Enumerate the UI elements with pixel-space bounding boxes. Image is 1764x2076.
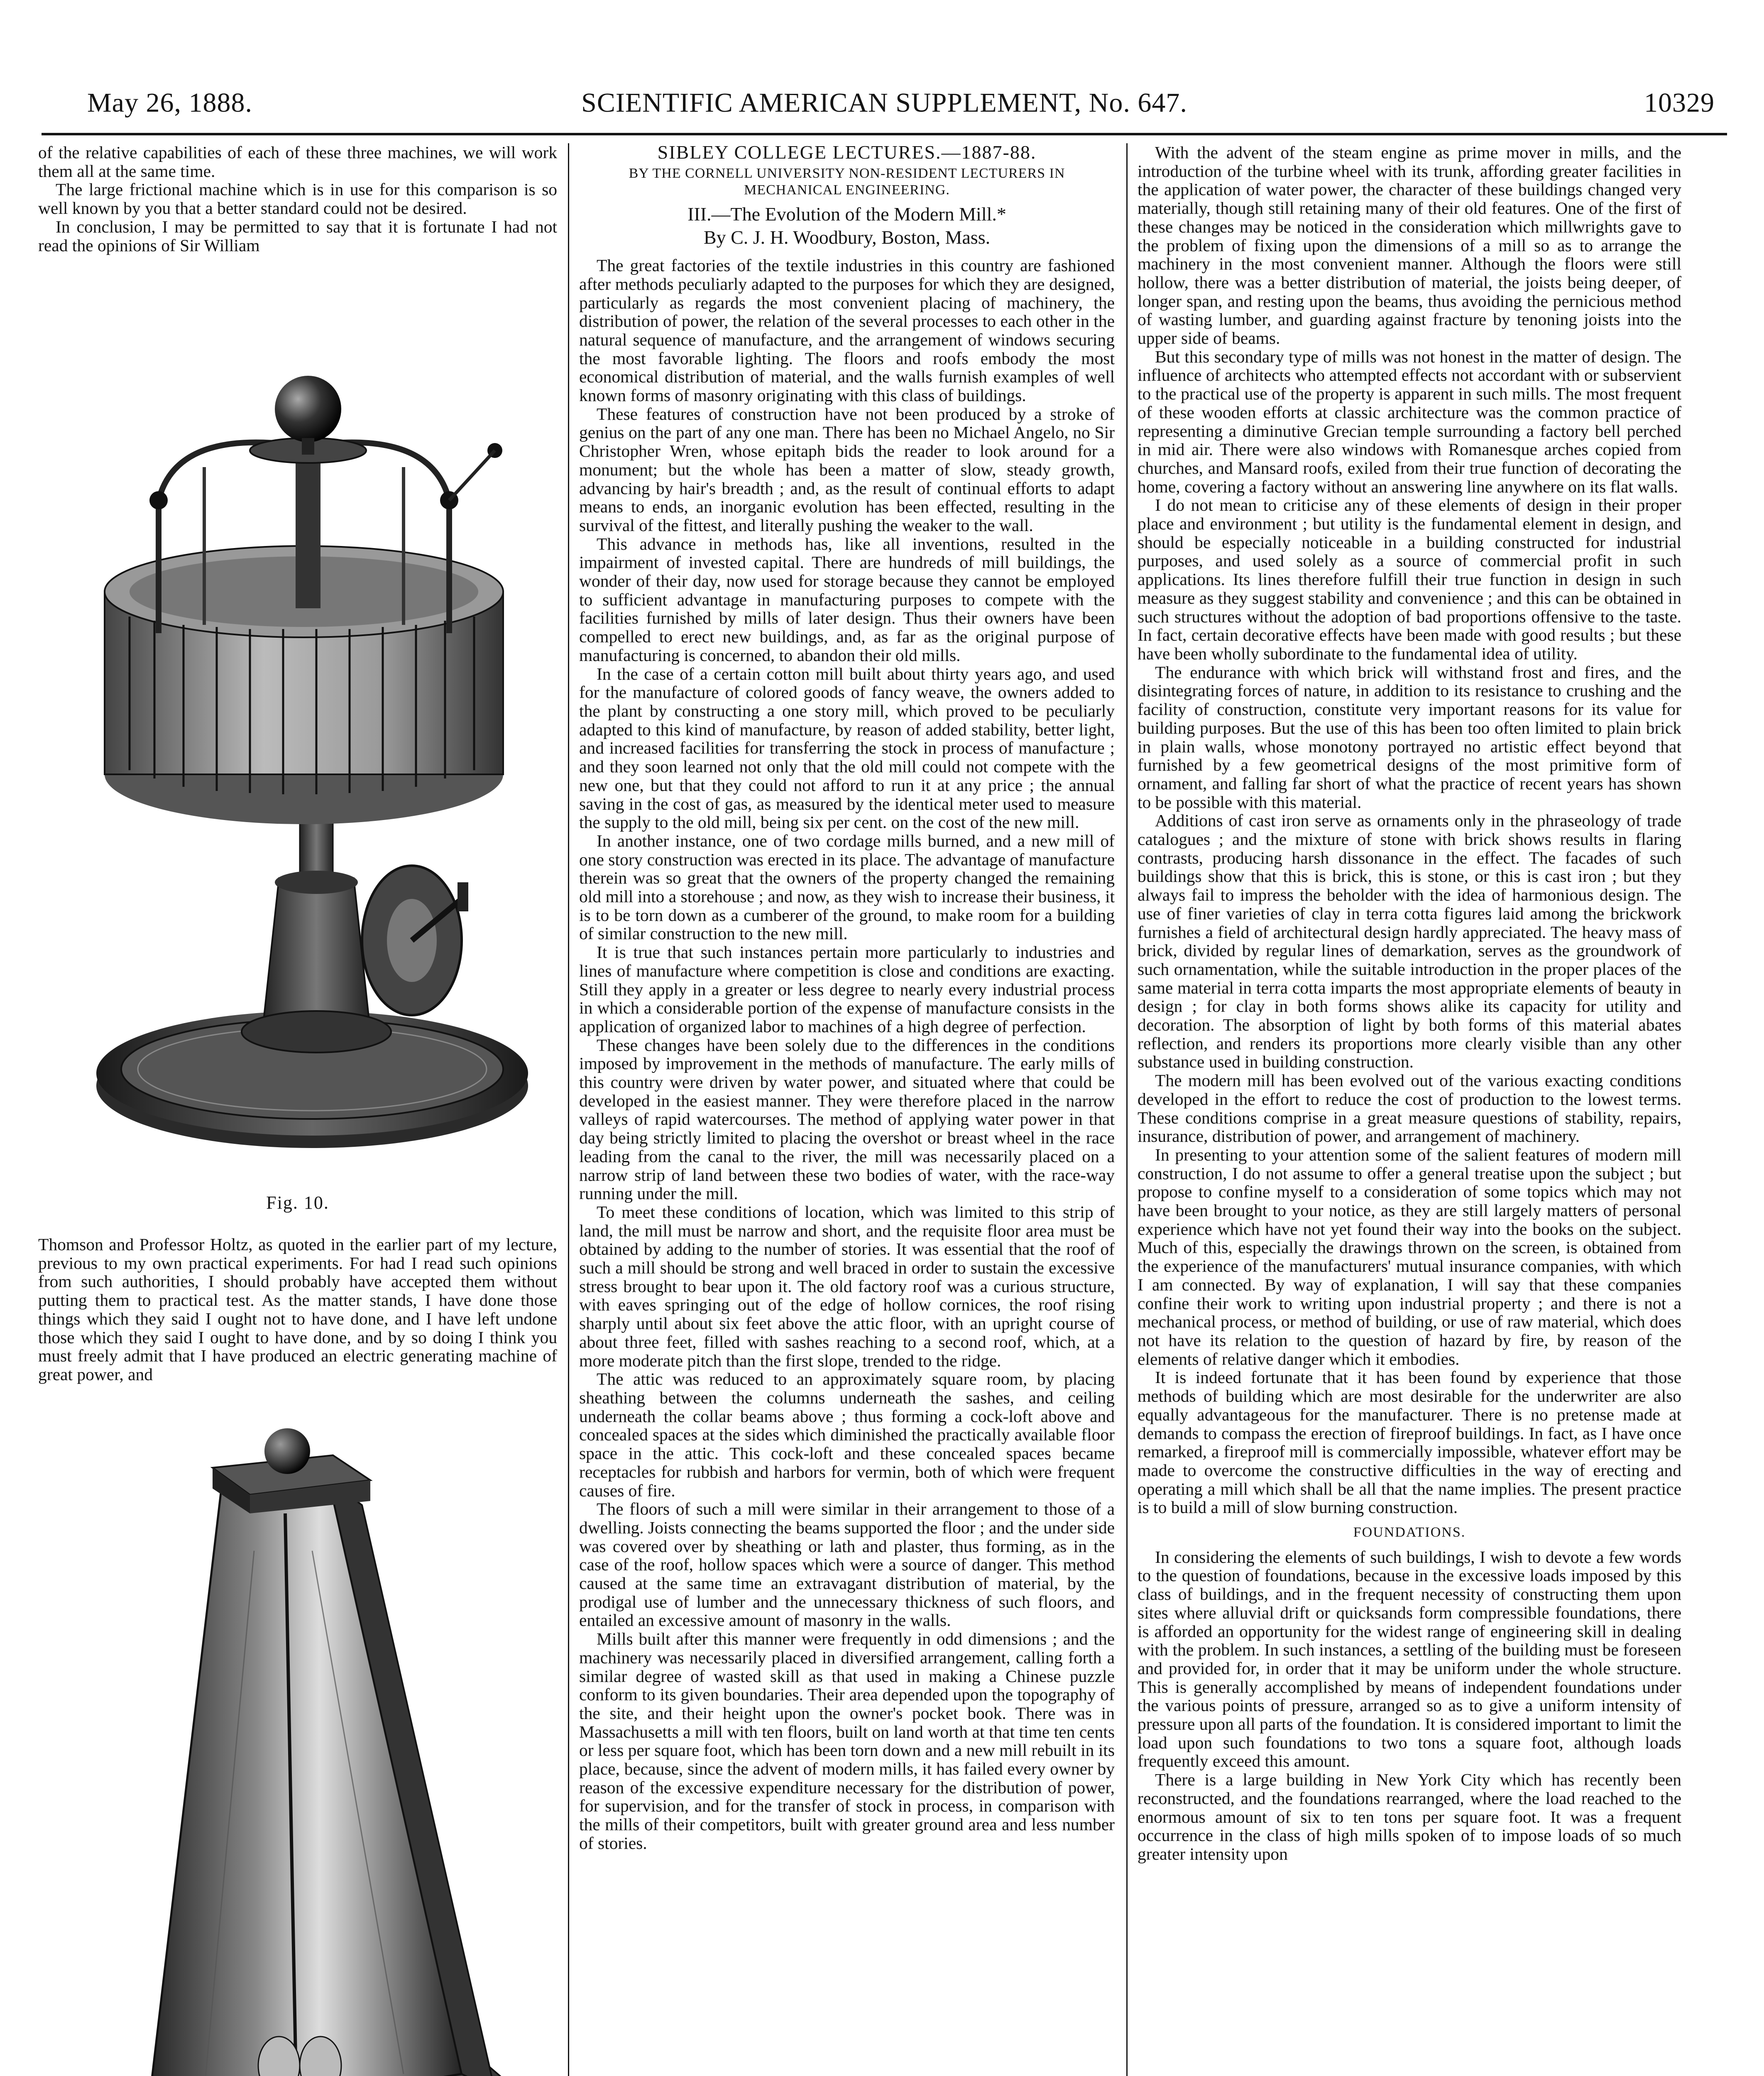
col2-para-6: It is true that such instances pertain more particularly to industries and lines of manufacture where competition is close and conditions are exacting. Still they apply in a greater or less degree to nearly every industrial process in which a considerable portion of the expense of manufacture consists in the application of organized labor to machines of a high degree of perfection. (579, 943, 1115, 1036)
col3-para-10: There is a large building in New York City which has recently been reconstructed, and the foundations rearranged, where the load reached to the enormous amount of six to ten tons per square foot. It was a frequent occurrence in the class of high mills spoken of to impose loads of so much greater intensity upon (1138, 1770, 1681, 1863)
fig-10-caption: Fig. 10. (266, 1192, 329, 1213)
header-rule (42, 133, 1727, 135)
col2-para-2: These features of construction have not been produced by a stroke of genius on the part of any one man. There has been no Michael Angelo, no Sir Christopher Wren, whose epitaph bids the reader to look around for a monument; but the whole has been a matter of slow, steady growth, advancing by hair's breadth ; and, as the result of continual efforts to adapt means to ends, an inorganic evolution has been effected, resulting in the survival of the fittest, and literally pushing the weaker to the wall. (579, 404, 1115, 535)
col3-para-6: The modern mill has been evolved out of the various exacting conditions developed in the effort to reduce the cost of production to the lowest terms. These conditions comprise in a great measure questions of stability, repairs, insurance, distribution of power, and arrangement of machinery. (1138, 1071, 1681, 1146)
col1-intro (38, 143, 557, 255)
col2-para-10: The floors of such a mill were similar in their arrangement to those of a dwelling. Joists connecting the beams supported the floor ; and the under side was covered over by sheathing or lath and plaster, thus forming, as in the case of the roof, hollow spaces which were a source of danger. This method caused at the same time an extravagant distribution of material, by the prodigal use of lumber and the unnecessary thickness of such floors, and entailed an excessive amount of masonry in the walls. (579, 1499, 1115, 1630)
col2-para-9: The attic was reduced to an approximately square room, by placing sheathing between the columns underneath the sashes, and ceiling underneath the collar beams above ; thus forming a cock-loft above and concealed spaces at the sides which diminished the practically available floor space in the attic. This cock-loft and these concealed spaces became receptacles for rubbish and harbors for vermin, both of which were frequent causes of fire. (579, 1369, 1115, 1500)
col3-para-9: In considering the elements of such buildings, I wish to devote a few words to the question of foundations, because in the excessive loads imposed by this class of buildings, and in the frequent necessity of constructing them upon sites where alluvial drift or quicksands form compressible foundations, there is afforded an opportunity for the widest range of engineering skill in dealing with the problem. In such instances, a settling of the building must be foreseen and provided for, in order that it may be uniform under the whole structure. This is generally accomplished by means of independent foundations under the various points of pressure, arranged so as to give a uniform intensity of pressure upon all parts of the foundation. It is considered important to limit the load upon such foundations to two tons a square foot, although loads frequently exceed this amount. (1138, 1547, 1681, 1771)
col1-intro-para-2: The large frictional machine which is in use for this comparison is so well known by you that a better standard could not be desired. (38, 180, 557, 218)
col2-para-11: Mills built after this manner were frequently in odd dimensions ; and the machinery was necessarily placed in diversified arrangement, calling forth a similar degree of wasted skill as that used in making a Chinese puzzle conform to its given boundaries. Their area depended upon the topography of the site, and their height upon the owner's pocket book. There was in Massachusetts a mill with ten floors, built on land worth at that time ten cents or less per square foot, which has been torn down and a new mill rebuilt in its place, because, since the advent of modern mills, it has failed every owner by reason of the excessive expenditure necessary for the distribution of power, for supervision, and for the transfer of stock in process, in comparison with the mills of their competitors, built with greater ground area and less number of stories. (579, 1629, 1115, 1853)
column-divider-2 (1126, 143, 1128, 2076)
col3-para-8: It is indeed fortunate that it has been found by experience that those methods of building which are most desirable for the underwriter are also equally advantageous for the manufacturer. There is no pretense made at demands to compass the erection of fireproof buildings. In fact, as I have once remarked, a fireproof mill is commercially impossible, whatever effort may be made to overcome the constructive difficulties in the way of erecting and operating a mill which shall be all that the name implies. The present practice is to build a mill of slow burning construction. (1138, 1368, 1681, 1517)
col3-para-2: But this secondary type of mills was not honest in the matter of design. The influence of architects who attempted effects not accordant with or subservient to the practical use of the property is apparent in such mills. The most frequent of these wooden efforts at classic architecture was the common practice of representing a diminutive Grecian temple surrounding a factory bell perched in mid air. There were also windows with Romanesque arches copied from churches, and Mansard roofs, exiled from their true function of decorating the home, covering a factory without an answering line anywhere on its flat walls. (1138, 347, 1681, 496)
article-section-title: III.—The Evolution of the Modern Mill.* (687, 203, 1006, 225)
foundations-heading: FOUNDATIONS. (1353, 1525, 1466, 1540)
col2-para-1: The great factories of the textile industries in this country are fashioned after methods peculiarly adapted to the purposes for which they are designed, particularly as regards the most convenient placing of machinery, the distribution of power, the relation of the several processes to each other in the natural sequence of manufacture, and the arrangement of windows securing the most favorable lighting. The floors and roofs embody the most economical distribution of material, and the walls furnish examples of well known forms of masonry originating with this class of buildings. (579, 256, 1115, 405)
col3-para-7: In presenting to your attention some of the salient features of modern mill construction, I do not assume to offer a general treatise upon the subject ; but propose to confine myself to a consideration of some topics which may not have been brought to your notice, as they are still largely matters of personal experience which have not yet found their way into the books on the subject. Much of this, especially the drawings thrown on the screen, is obtained from the experience of the manufacturers' mutual insurance companies, with which I am connected. By way of explanation, I will say that these companies confine their work to writing upon industrial property ; and there is not a mechanical process, or method of building, or use of raw material, which does not have its relation to the question of hazard by fire, by reason of the elements of relative danger which it embodies. (1138, 1145, 1681, 1368)
col1-intro-para-3: In conclusion, I may be permitted to say that it is fortunate I had not read the opinions of Sir William (38, 217, 557, 255)
publication-title: SCIENTIFIC AMERICAN SUPPLEMENT, No. 647. (581, 88, 1187, 118)
fig-13-illustration (46, 1426, 549, 2076)
fig-10-illustration (46, 326, 549, 1194)
col2-para-4: In the case of a certain cotton mill built about thirty years ago, and used for the manufacture of colored goods of fancy weave, the owners added to the plant by constructing a one story mill, which proved to be peculiarly adapted to this kind of manufacture, by reason of added stability, better light, and increased facilities for transferring the stock in process of manufacture ; and they soon learned not only that the old mill could not compete with the new one, but that they could not afford to run it at any price ; the annual saving in the cost of gas, as measured by the identical meter used to measure the supply to the old mill, being six per cent. on the cost of the new mill. (579, 664, 1115, 832)
column-2 (579, 143, 1115, 1853)
col3-para-5: Additions of cast iron serve as ornaments only in the phraseology of trade catalogues ; and the mixture of stone with brick shows results in flaring contrasts, producing harsh dissonance in the effect. The facades of such buildings show that this is brick, this is stone, or this is cast iron ; but they always fail to impress the beholder with the idea of harmonious design. The use of finer varieties of clay in terra cotta figures laid among the brickwork furnishes a field of architectural design hardly appreciated. The heavy mass of brick, divided by regular lines of demarkation, serves as the groundwork of such ornamentation, while the suitable introduction in the proper places of the same material in terra cotta imparts the most appropriate elements of beauty in design ; for clay in both forms shows alike its capacity for utility and decoration. The absorption of light by both forms of this material abates reflection, and renders its proportions more clearly visible than any other substance used in building construction. (1138, 811, 1681, 1072)
col1-middle-text (38, 1235, 557, 1384)
column-divider-1 (568, 143, 569, 2076)
page-header (42, 87, 1727, 125)
column-1 (38, 143, 557, 1384)
issue-date: May 26, 1888. (87, 88, 252, 118)
col3-para-1: With the advent of the steam engine as prime mover in mills, and the introduction of the turbine wheel with its trunk, affording greater facilities in the application of water power, the character of these buildings changed very materially, though still retaining many of their old features. One of the first of these changes may be noticed in the consideration which millwrights gave to the problem of fixing upon the dimensions of a mill so as to arrange the machinery in the most convenient manner. Although the floors were still hollow, there was a better distribution of material, the joists being deeper, of longer span, and resting upon the beams, thus avoiding the pernicious method of wasting lumber, and guarding against fracture by tenoning joists into the upper side of beams. (1138, 143, 1681, 348)
article-author: By C. J. H. Woodbury, Boston, Mass. (703, 227, 991, 248)
col3-para-3: I do not mean to criticise any of these elements of design in their proper place and environment ; but utility is the fundamental element in design, and should be especially noticeable in a building constructed for industrial purposes, and used solely as a source of commercial profit in such applications. Its lines therefore fulfill their true function in design in such measure as they suggest stability and convenience ; and this can be obtained in such structures without the adoption of bad proportions offensive to the taste. In fact, certain decorative effects have been made with good results ; but these have been wholly subordinate to the fundamental idea of utility. (1138, 495, 1681, 663)
col2-para-3: This advance in methods has, like all inventions, resulted in the impairment of invested capital. There are hundreds of mill buildings, the wonder of their day, now used for storage because they cannot be employed to sufficient advantage in manufacturing purposes to compete with the facilities furnished by mills of later design. Thus their owners have been compelled to erect new buildings, and, as far as the original purpose of manufacturing is concerned, to abandon their old mills. (579, 534, 1115, 665)
column-3 (1138, 143, 1681, 1863)
col2-para-7: These changes have been solely due to the differences in the conditions imposed by improvement in the methods of manufacture. The early mills of this country were driven by water power, and situated where that could be developed in the easiest manner. They were therefore placed in the narrow valleys of rapid watercourses. The method of applying water power in that day being strictly limited to placing the overshot or breast wheel in the race leading from the canal to the river, the mill was necessarily placed on a narrow strip of land between these two bodies of water, with the race-way running under the mill. (579, 1035, 1115, 1203)
page-number: 10329 (1644, 88, 1715, 118)
col1-intro-para-1: of the relative capabilities of each of these three machines, we will work them all at the same time. (38, 143, 557, 181)
col1-middle-para: Thomson and Professor Holtz, as quoted in the earlier part of my lecture, previous to my own practical experiments. For had I read such opinions from such authorities, I should probably have accepted them without putting them to practical test. As the matter stands, I have done those things which they said I ought not to have done, and I have left undone those which they said I ought to have done, and by so doing I think you must freely admit that I have produced an electric generating machine of great power, and (38, 1235, 557, 1384)
lecture-series-title: SIBLEY COLLEGE LECTURES.—1887-88. (657, 142, 1037, 163)
col3-para-4: The endurance with which brick will withstand frost and fires, and the disintegrating forces of nature, in addition to its resistance to crushing and the facility of construction, constitute very important reasons for its value for building purposes. But the use of this has been too often limited to plain brick in plain walls, whose monotony portrayed no artistic effect beyond that furnished by a few geometrical designs of the most primitive form of ornament, and falling far short of what the practice of recent years has shown to be possible with this material. (1138, 662, 1681, 812)
lecture-series-subtitle: BY THE CORNELL UNIVERSITY NON-RESIDENT LECTURERS IN MECHANICAL ENGINEERING. (629, 165, 1065, 198)
col2-para-8: To meet these conditions of location, which was limited to this strip of land, the mill must be narrow and short, and the requisite floor area must be obtained by adding to the number of stories. It was essential that the roof of such a mill should be strong and well braced in order to sustain the excessive stress brought to bear upon it. The old factory roof was a curious structure, with eaves springing out of the edge of hollow cornices, the roof rising sharply until about six feet above the attic floor, with an upright course of about three feet, filled with sashes reaching to a second roof, which, at a more moderate pitch than the first slope, trended to the ridge. (579, 1202, 1115, 1370)
col2-para-5: In another instance, one of two cordage mills burned, and a new mill of one story construction was erected in its place. The advantage of manufacture therein was so great that the owners of the property changed the remaining old mill into a storehouse ; and now, as they wish to increase their business, it is to be torn down as a cumberer of the ground, to make room for a building of similar construction to the new mill. (579, 831, 1115, 943)
